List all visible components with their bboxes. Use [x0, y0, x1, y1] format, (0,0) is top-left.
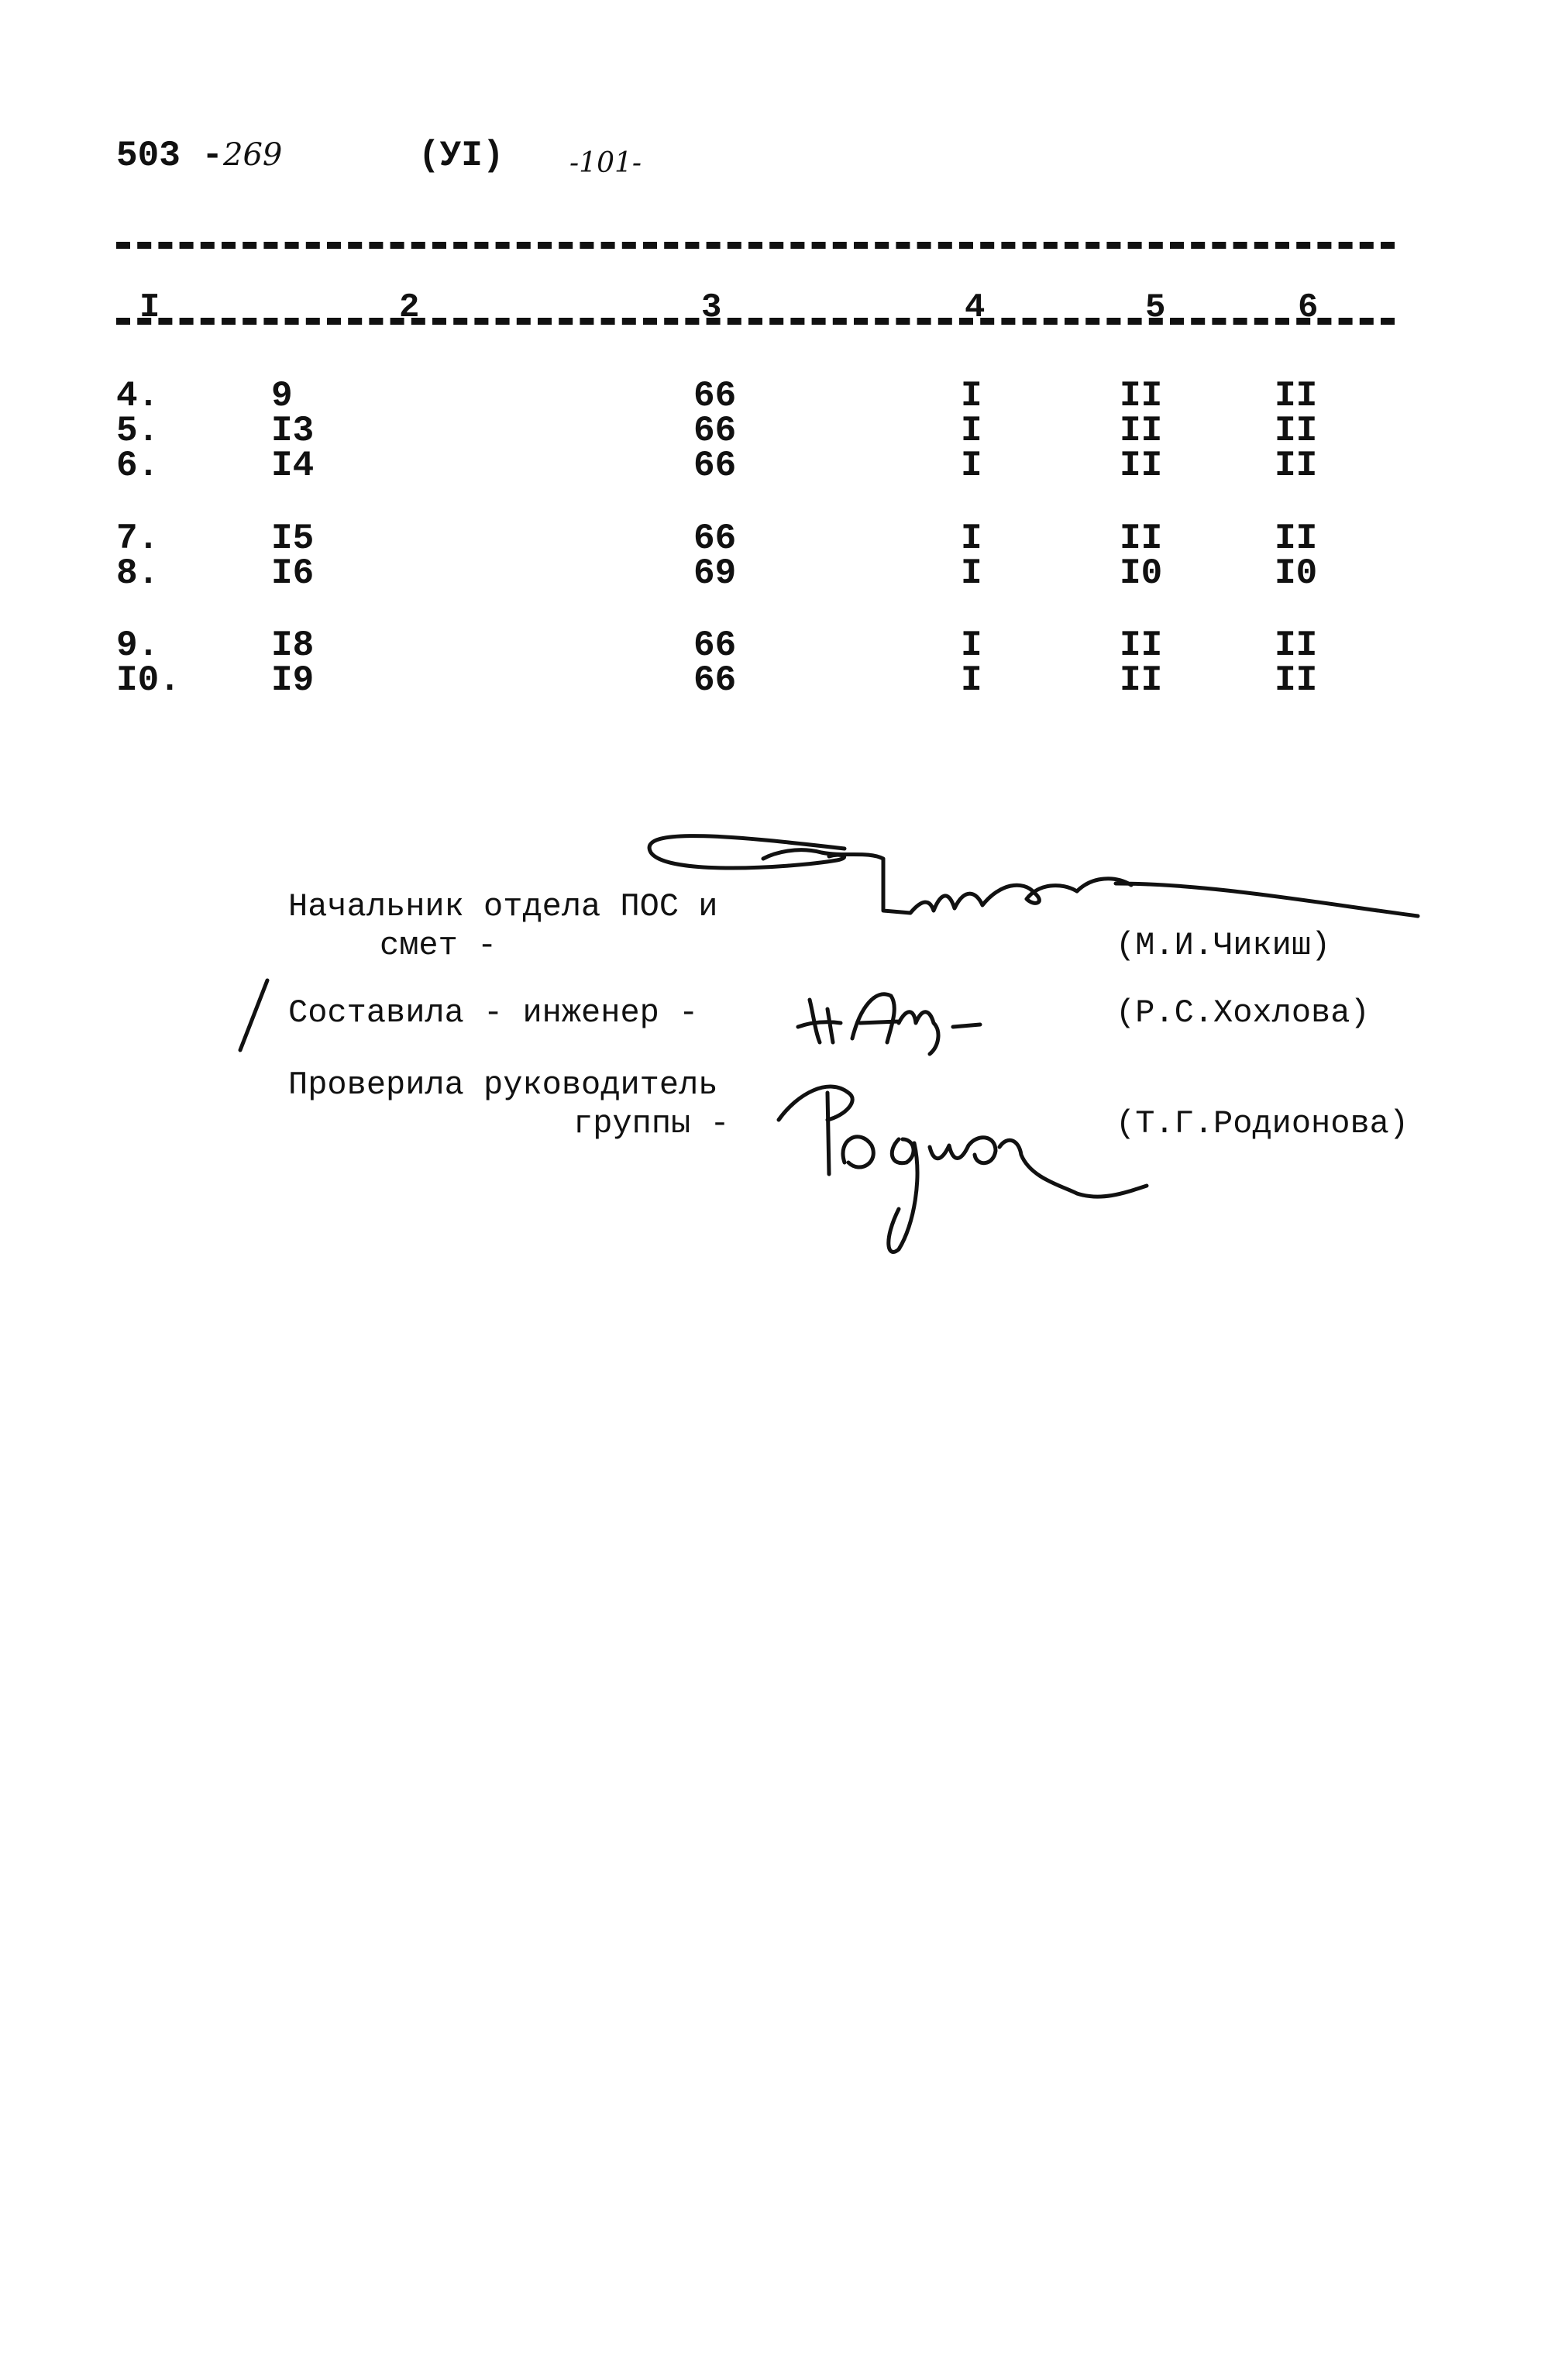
- checker-signature: [779, 1087, 1147, 1252]
- head-signature: [649, 836, 1418, 916]
- table-cell-r1-c3: 66: [693, 376, 737, 416]
- page-number: -101-: [569, 147, 642, 179]
- slash-mark: [240, 980, 267, 1050]
- table-cell-r6-c1: 9.: [116, 625, 160, 666]
- table-cell-r7-c5: II: [1120, 660, 1163, 701]
- column-header-3: 3: [701, 288, 722, 327]
- column-header-5: 5: [1145, 288, 1166, 327]
- table-cell-r5-c6: I0: [1275, 553, 1318, 594]
- table-cell-r7-c4: I: [961, 660, 982, 701]
- column-header-1: I: [139, 288, 160, 327]
- head-name: (М.И.Чикиш): [1116, 927, 1331, 964]
- checker-title-line2: группы -: [573, 1105, 730, 1142]
- document-code-printed: 503 -: [116, 136, 224, 176]
- author-name: (Р.С.Хохлова): [1116, 994, 1370, 1032]
- table-cell-r2-c2: I3: [271, 411, 315, 451]
- table-cell-r7-c3: 66: [693, 660, 737, 701]
- column-header-4: 4: [965, 288, 986, 327]
- table-cell-r6-c2: I8: [271, 625, 315, 666]
- table-cell-r4-c6: II: [1275, 518, 1318, 559]
- section-number: (УI): [418, 136, 504, 176]
- table-cell-r4-c1: 7.: [116, 518, 160, 559]
- head-title-line2: смет -: [380, 927, 497, 964]
- table-cell-r5-c1: 8.: [116, 553, 160, 594]
- table-cell-r1-c2: 9: [271, 376, 293, 416]
- table-cell-r3-c2: I4: [271, 446, 315, 486]
- table-cell-r1-c4: I: [961, 376, 982, 416]
- table-cell-r6-c3: 66: [693, 625, 737, 666]
- table-cell-r1-c1: 4.: [116, 376, 160, 416]
- table-cell-r2-c5: II: [1120, 411, 1163, 451]
- table-cell-r5-c3: 69: [693, 553, 737, 594]
- table-cell-r2-c3: 66: [693, 411, 737, 451]
- table-cell-r4-c2: I5: [271, 518, 315, 559]
- table-cell-r7-c2: I9: [271, 660, 315, 701]
- table-cell-r2-c6: II: [1275, 411, 1318, 451]
- checker-name: (Т.Г.Родионова): [1116, 1105, 1409, 1142]
- table-cell-r7-c1: I0.: [116, 660, 181, 701]
- table-cell-r2-c1: 5.: [116, 411, 160, 451]
- table-cell-r5-c4: I: [961, 553, 982, 594]
- table-cell-r5-c5: I0: [1120, 553, 1163, 594]
- table-cell-r3-c4: I: [961, 446, 982, 486]
- column-header-6: 6: [1298, 288, 1319, 327]
- table-cell-r1-c5: II: [1120, 376, 1163, 416]
- head-title-line1: Начальник отдела ПОС и: [288, 888, 718, 925]
- table-cell-r4-c3: 66: [693, 518, 737, 559]
- author-signature: [798, 994, 980, 1054]
- author-title: Составила - инженер -: [288, 994, 699, 1032]
- checker-title-line1: Проверила руководитель: [288, 1066, 718, 1104]
- table-cell-r6-c4: I: [961, 625, 982, 666]
- table-cell-r3-c3: 66: [693, 446, 737, 486]
- table-cell-r5-c2: I6: [271, 553, 315, 594]
- document-code-handwritten: 269: [223, 137, 283, 173]
- table-cell-r4-c5: II: [1120, 518, 1163, 559]
- table-cell-r3-c1: 6.: [116, 446, 160, 486]
- table-cell-r6-c6: II: [1275, 625, 1318, 666]
- table-cell-r4-c4: I: [961, 518, 982, 559]
- table-cell-r3-c6: II: [1275, 446, 1318, 486]
- table-cell-r6-c5: II: [1120, 625, 1163, 666]
- table-cell-r7-c6: II: [1275, 660, 1318, 701]
- table-cell-r3-c5: II: [1120, 446, 1163, 486]
- table-cell-r2-c4: I: [961, 411, 982, 451]
- column-header-2: 2: [399, 288, 420, 327]
- table-cell-r1-c6: II: [1275, 376, 1318, 416]
